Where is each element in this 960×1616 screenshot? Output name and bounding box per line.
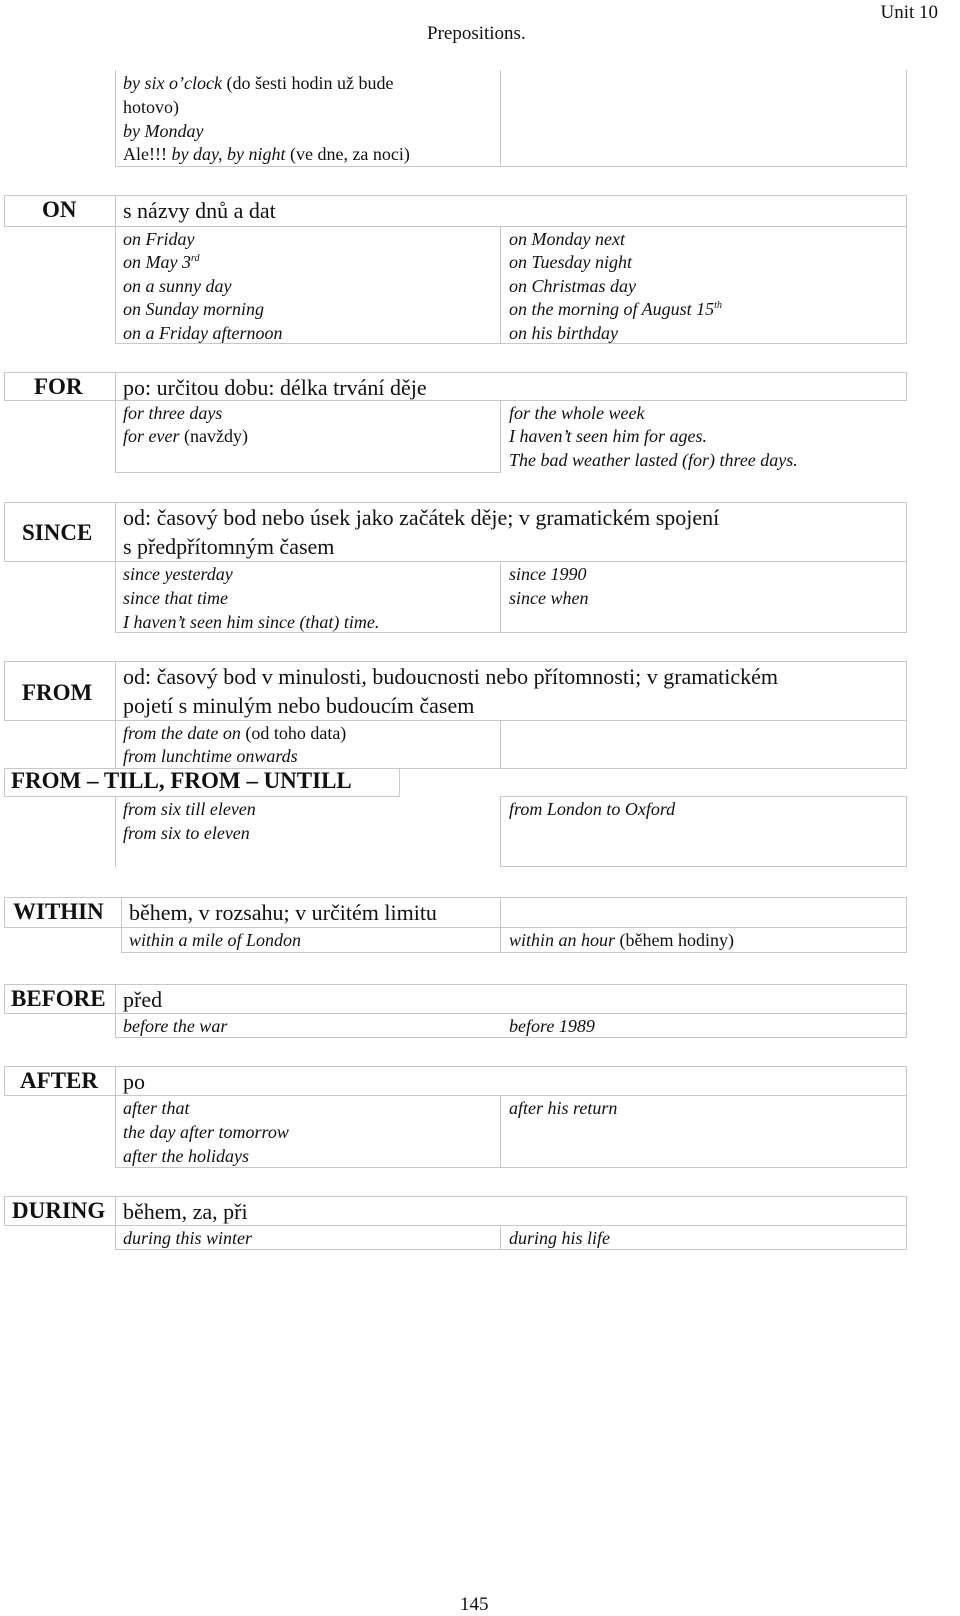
- since-example: since that time: [123, 588, 228, 608]
- within-example: within an hour (během hodiny): [509, 930, 734, 950]
- after-example: after his return: [509, 1098, 618, 1118]
- on-example: on Christmas day: [509, 276, 637, 296]
- from-heading-cont: pojetí s minulým nebo budoucím časem: [123, 693, 475, 718]
- on-example: on his birthday: [509, 323, 619, 343]
- table-border: [4, 1013, 116, 1014]
- for-example: I haven’t seen him for ages.: [509, 426, 707, 446]
- table-border: [4, 984, 5, 1014]
- on-example: on Tuesday night: [509, 252, 633, 272]
- for-example: The bad weather lasted (for) three days.: [509, 450, 798, 470]
- before-heading: před: [123, 987, 163, 1012]
- on-example: on a sunny day: [123, 276, 232, 296]
- table-border: [500, 897, 501, 953]
- table-border: [4, 927, 122, 928]
- keyword-from: FROM: [22, 680, 93, 705]
- for-example: for ever (navždy): [123, 426, 248, 446]
- during-example: during his life: [509, 1228, 611, 1248]
- within-example: within a mile of London: [129, 930, 302, 950]
- table-border: [115, 70, 116, 167]
- table-border: [4, 502, 5, 562]
- on-example: on a Friday afternoon: [123, 323, 283, 343]
- table-border: [906, 195, 907, 344]
- table-border: [4, 1066, 5, 1096]
- table-border: [115, 372, 116, 473]
- table-border: [4, 1196, 5, 1226]
- table-border: [4, 561, 116, 562]
- keyword-within: WITHIN: [13, 899, 104, 924]
- table-border: [906, 984, 907, 1038]
- since-example: since 1990: [509, 564, 587, 584]
- table-border: [500, 720, 501, 768]
- example-by-day-night: Ale!!! by day, by night (ve dne, za noci): [123, 144, 410, 164]
- table-border: [906, 1196, 907, 1250]
- table-border: [4, 400, 116, 401]
- keyword-from-till: FROM – TILL, FROM – UNTILL: [11, 768, 352, 793]
- table-border: [4, 1225, 116, 1226]
- within-heading: během, v rozsahu; v určitém limitu: [129, 900, 437, 925]
- example-by-six-cont: hotovo): [123, 97, 179, 117]
- table-border: [4, 195, 5, 227]
- on-example: on Monday next: [509, 229, 625, 249]
- from-example: from the date on (od toho data): [123, 723, 347, 743]
- table-border: [115, 796, 116, 867]
- on-example: on Friday: [123, 229, 195, 249]
- table-border: [115, 984, 116, 1038]
- table-border: [115, 502, 116, 633]
- keyword-after: AFTER: [20, 1068, 98, 1093]
- before-example: before the war: [123, 1016, 228, 1036]
- table-border: [115, 1196, 116, 1250]
- table-border: [500, 400, 501, 473]
- table-border: [4, 226, 116, 227]
- table-border: [500, 70, 501, 167]
- keyword-on: ON: [42, 197, 77, 222]
- example-by-six: by six o’clock (do šesti hodin už bude: [123, 73, 394, 93]
- table-border: [4, 372, 5, 401]
- on-example: on May 3rd: [123, 252, 200, 272]
- page-title: Prepositions.: [427, 23, 526, 44]
- table-border: [500, 796, 501, 867]
- table-border: [115, 661, 116, 768]
- since-heading-cont: s předpřítomným časem: [123, 534, 335, 559]
- table-border: [500, 866, 907, 867]
- table-border: [4, 897, 5, 928]
- on-example: on Sunday morning: [123, 299, 264, 319]
- table-border: [906, 661, 907, 768]
- table-border: [500, 1095, 501, 1168]
- keyword-before: BEFORE: [11, 986, 106, 1011]
- table-border: [115, 472, 501, 473]
- keyword-since: SINCE: [22, 520, 93, 545]
- from-till-example: from six to eleven: [123, 823, 250, 843]
- after-example: after that: [123, 1098, 190, 1118]
- for-example: for the whole week: [509, 403, 645, 423]
- for-heading: po: určitou dobu: délka trvání děje: [123, 375, 427, 400]
- since-heading: od: časový bod nebo úsek jako začátek děje; v gramatickém spojení: [123, 505, 720, 530]
- table-border: [906, 897, 907, 953]
- table-border: [500, 1225, 501, 1250]
- table-border: [906, 1066, 907, 1168]
- table-border: [4, 1095, 116, 1096]
- from-till-example: from London to Oxford: [509, 799, 676, 819]
- from-heading: od: časový bod v minulosti, budoucnosti nebo přítomnosti; v gramatickém: [123, 664, 779, 689]
- before-example: before 1989: [509, 1016, 595, 1036]
- after-example: the day after tomorrow: [123, 1122, 289, 1142]
- keyword-during: DURING: [12, 1198, 106, 1223]
- during-heading: během, za, při: [123, 1199, 248, 1224]
- table-border: [500, 561, 501, 633]
- since-example: I haven’t seen him since (that) time.: [123, 612, 380, 632]
- from-example: from lunchtime onwards: [123, 746, 298, 766]
- table-border: [906, 372, 907, 401]
- page-number: 145: [460, 1594, 489, 1615]
- table-border: [399, 768, 400, 797]
- during-example: during this winter: [123, 1228, 253, 1248]
- table-border: [4, 768, 5, 797]
- after-example: after the holidays: [123, 1146, 249, 1166]
- keyword-for: FOR: [34, 374, 83, 399]
- after-heading: po: [123, 1069, 145, 1094]
- table-border: [121, 952, 907, 953]
- table-border: [4, 720, 116, 721]
- table-border: [115, 1066, 116, 1168]
- table-border: [906, 70, 907, 167]
- since-example: since yesterday: [123, 564, 233, 584]
- unit-label: Unit 10: [880, 2, 938, 23]
- on-heading: s názvy dnů a dat: [123, 198, 276, 223]
- table-border: [906, 502, 907, 633]
- table-border: [115, 166, 907, 167]
- on-example: on the morning of August 15th: [509, 299, 722, 319]
- for-example: for three days: [123, 403, 223, 423]
- example-by-monday: by Monday: [123, 121, 204, 141]
- table-border: [115, 195, 116, 344]
- table-border: [121, 897, 122, 953]
- table-border: [4, 661, 5, 721]
- since-example: since when: [509, 588, 589, 608]
- table-border: [500, 226, 501, 344]
- table-border: [906, 796, 907, 867]
- from-till-example: from six till eleven: [123, 799, 256, 819]
